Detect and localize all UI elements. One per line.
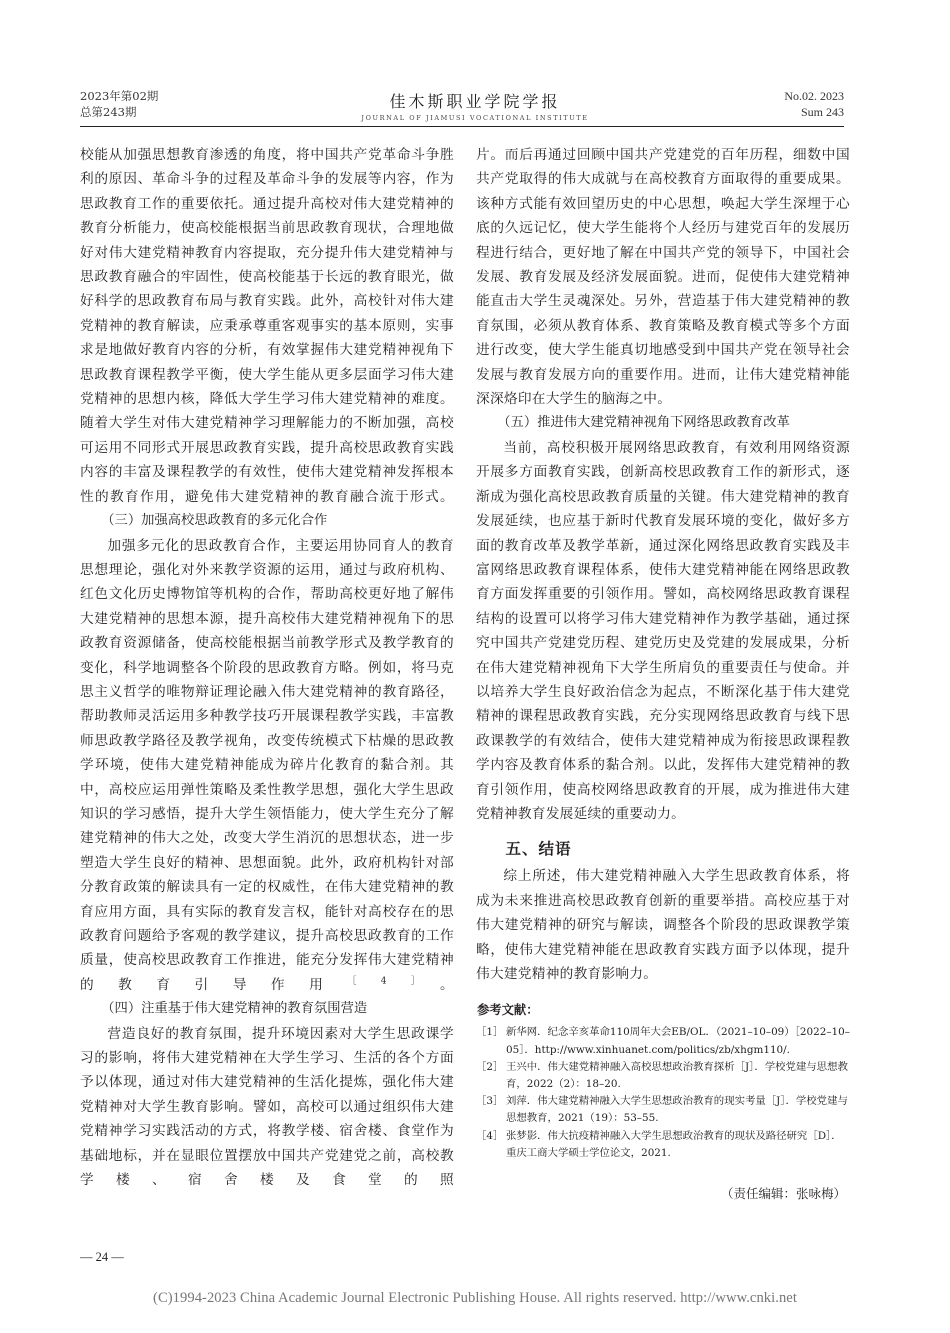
body-paragraph: 片。而后再通过回顾中国共产党建党的百年历程，细数中国共产党取得的伟大成就与在高校教育方面取得的重要成果。该种方式能有效回望历史的中心思想，唤起大学生深埋于心底的久远记忆，使大学生能将个人经历与建党百年的发展历程进行结合，更好地了解在中国共产党的领导下，中国社会发展、教育发展及经济发展面貌。进而，促使伟大建党精神能直击大学生灵魂深处。另外，营造基于伟大建党精神的教育氛围，必须从教育体系、教育策略及教育模式等多个方面进行改变，使大学生能真切地感受到中国共产党在领导社会发展与教育发展方向的重要作用。进而，让伟大建党精神能深深烙印在大学生的脑海之中。 (476, 147, 850, 408)
copyright-footer: (C)1994-2023 China Academic Journal Electronic Publishing House. All rights reserved. http://www.cnki.net (153, 1290, 797, 1306)
subheading-3: （三）加强高校思政教育的多元化合作 (101, 513, 328, 529)
reference-text: 刘萍．伟大建党精神融入大学生思想政治教育的现实考量［J］．学校党建与思想教育，2021（19）：53–55. (506, 1095, 848, 1125)
journal-title-block (250, 92, 700, 123)
reference-item (476, 1024, 850, 1058)
right-column (476, 143, 850, 1204)
issue-sum: Sum 243 (800, 105, 844, 119)
references-title: 参考文献： (477, 1003, 539, 1018)
reference-number: ［2］ (476, 1060, 504, 1073)
left-column (80, 143, 454, 1192)
section-heading: 五、结语 (505, 840, 572, 859)
reference-text: 张梦影．伟大抗疫精神融入大学生思想政治教育的现状及路径研究［D］．重庆工商大学硕士学位论文，2021. (506, 1129, 842, 1159)
paragraph-end: 。 (440, 976, 454, 993)
reference-text: 新华网．纪念辛亥革命110周年大会EB/OL．（2021–10–09）［2022–10–05］．http://www.xinhuanet.com/politics/zb/xhgm110/. (506, 1026, 850, 1056)
journal-issue-info-en (784, 88, 844, 120)
references-list (476, 1024, 850, 1162)
reference-text: 王兴中．伟大建党精神融入高校思想政治教育探析［J］．学校党建与思想教育，2022（2）：18–20. (506, 1060, 848, 1091)
header-rule (80, 126, 844, 127)
responsible-editor: （责任编辑：张咏梅） (720, 1186, 846, 1202)
page-number: — 24 — (80, 1250, 124, 1264)
subheading-5: （五）推进伟大建党精神视角下网络思政教育改革 (497, 415, 790, 431)
reference-number: ［4］ (476, 1129, 504, 1142)
journal-title-en: JOURNAL OF JIAMUSI VOCATIONAL INSTITUTE (361, 114, 589, 122)
body-paragraph: 校能从加强思想教育渗透的角度，将中国共产党革命斗争胜利的原因、革命斗争的过程及革命斗争的发展等内容，作为思政教育工作的重要依托。通过提升高校对伟大建党精神的教育分析能力，使高校能根据当前思政教育现状，合理地做好对伟大建党精神教育内容提取，充分提升伟大建党精神与思政教育融合的牢固性，使高校能基于长远的教育眼光，做好科学的思政教育布局与教育实践。此外，高校针对伟大建党精神的教育解读，应秉承尊重客观事实的基本原则，实事求是地做好教育内容的分析，有效掌握伟大建党精神视角下思政教育课程教学平衡，使大学生能从更多层面学习伟大建党精神的思想内核，降低大学生学习伟大建党精神的难度。随着大学生对伟大建党精神学习理解能力的不断加强，高校可运用不同形式开展思政教育实践，提升高校思政教育实践内容的丰富及课程教学的有效性，使伟大建党精神发挥根本性的教育作用，避免伟大建党精神的教育融合流于形式。 (80, 147, 454, 505)
issue-number: No.02. 2023 (784, 89, 844, 103)
citation-marker: ［4］ (347, 976, 441, 987)
reference-number: ［3］ (476, 1095, 504, 1108)
reference-number: ［1］ (476, 1026, 504, 1039)
body-paragraph: 当前，高校积极开展网络思政教育，有效利用网络资源开展多方面教育实践，创新高校思政教育工作的新形式，逐渐成为强化高校思政教育质量的关键。伟大建党精神的教育发展延续，也应基于新时代教育发展环境的变化，做好多方面的教育改革及教学革新，通过深化网络思政教育实践及丰富网络思政教育课程体系，使伟大建党精神能在网络思政教育方面发挥重要的引领作用。譬如，高校网络思政教育课程结构的设置可以将学习伟大建党精神作为教学基础，通过探究中国共产党建党历程、建党历史及党建的发展成果，分析在伟大建党精神视角下大学生所肩负的重要责任与使命。并以培养大学生良好政治信念为起点，不断深化基于伟大建党精神的课程思政教育实践，充分实现网络思政教育与线下思政课教学的有效结合，使伟大建党精神成为衔接思政课程教学内容及教育体系的黏合剂。以此，发挥伟大建党精神的教育引领作用，使高校网络思政教育的开展，成为推进伟大建党精神教育发展延续的重要动力。 (476, 439, 850, 822)
subheading-4: （四）注重基于伟大建党精神的教育氛围营造 (101, 1001, 368, 1017)
reference-item (476, 1093, 850, 1127)
reference-item (476, 1128, 850, 1162)
body-paragraph: 营造良好的教育氛围，提升环境因素对大学生思政课学习的影响，将伟大建党精神在大学生学习、生活的各个方面予以体现，通过对伟大建党精神的生活化提炼，强化伟大建党精神对大学生教育影响。譬如，高校可以通过组织伟大建党精神学习实践活动的方式，将教学楼、宿舍楼、食堂作为基础地标，并在显眼位置摆放中国共产党建党之前，高校教学楼、宿舍楼及食堂的照 (80, 1025, 454, 1189)
journal-issue-info (80, 88, 158, 120)
journal-title: 佳木斯职业学院学报 (389, 92, 561, 111)
issue-total: 总第243期 (80, 105, 137, 119)
body-paragraph (80, 534, 454, 998)
body-paragraph: 综上所述，伟大建党精神融入大学生思政教育体系，将成为未来推进高校思政教育创新的重要举措。高校应基于对伟大建党精神的研究与解读，调整各个阶段的思政课教学策略，使伟大建党精神能在思政教育实践方面予以体现，提升伟大建党精神的教育影响力。 (476, 868, 850, 982)
issue-year: 2023年第02期 (80, 89, 159, 103)
paragraph-text: 加强多元化的思政教育合作，主要运用协同育人的教育思想理论，强化对外来教学资源的运用，通过与政府机构、红色文化历史博物馆等机构的合作，帮助高校更好地了解伟大建党精神的思想本源，提升高校伟大建党精神视角下的思政教育资源储备，使高校能根据当前教学形式及教学教育的变化，科学地调整各个阶段的思政教育方略。例如，将马克思主义哲学的唯物辩证理论融入伟大建党精神的教育路径，帮助教师灵活运用多种教学技巧开展课程教学实践，丰富教师思政教学路径及教学视角，改变传统模式下枯燥的思政教学环境，使伟大建党精神能成为碎片化教育的黏合剂。其中，高校应运用弹性策略及柔性教学思想，强化大学生思政知识的学习感悟，提升大学生领悟能力，使大学生充分了解建党精神的伟大之处，改变大学生消沉的思想状态，进一步塑造大学生良好的精神、思想面貌。此外，政府机构针对部分教育政策的解读具有一定的权威性，在伟大建党精神的教育应用方面，具有实际的教育发言权，能针对高校存在的思政教育问题给予客观的教学建议，提升高校思政教育的工作质量，使高校思政教育工作推进，能充分发挥伟大建党精神的教育引导作用 (80, 537, 454, 993)
reference-item (476, 1059, 850, 1093)
